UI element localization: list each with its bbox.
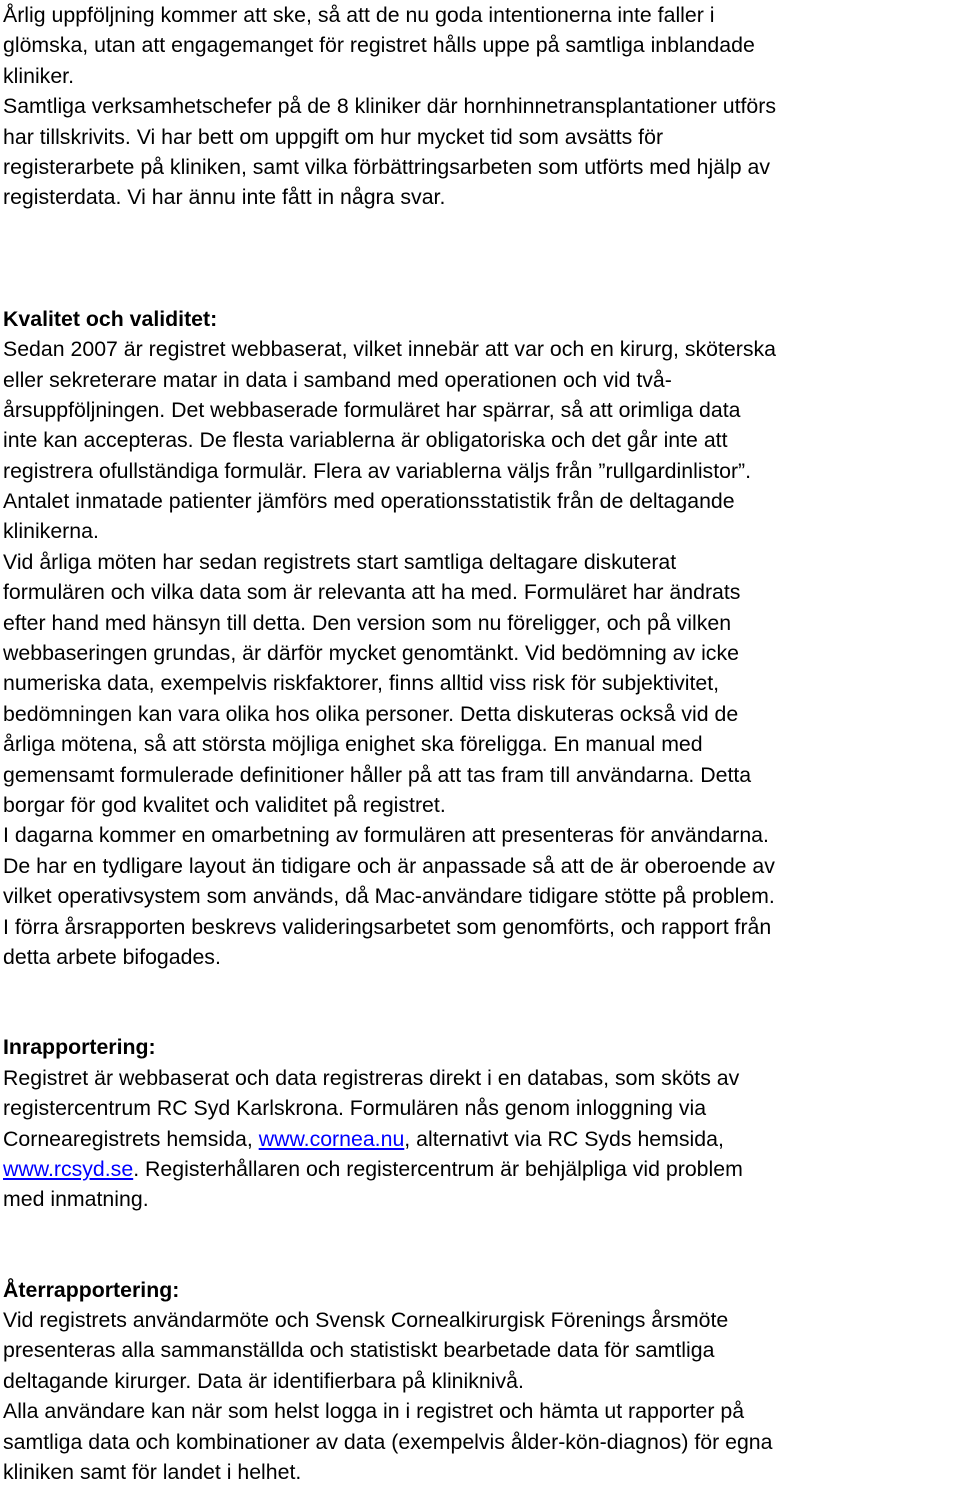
text-line: Sedan 2007 är registret webbaserat, vilket innebär att var och en kirurg, sköterska xyxy=(3,337,777,362)
text-line: Vid registrets användarmöte och Svensk Cornealkirurgisk Förenings årsmöte xyxy=(3,1308,729,1333)
text-line: Antalet inmatade patienter jämförs med operationsstatistik från de deltagande xyxy=(3,489,735,514)
text-line-with-link xyxy=(3,1124,959,1154)
text-line: webbaseringen grundas, är därför mycket genomtänkt. Vid bedömning av icke xyxy=(3,641,739,666)
text-line: Årlig uppföljning kommer att ske, så att de nu goda intentionerna inte faller i xyxy=(3,3,715,27)
document-page xyxy=(3,0,959,1487)
section-kvalitet xyxy=(3,304,959,973)
text-line: Registret är webbaserat och data registreras direkt i en databas, som sköts av xyxy=(3,1065,740,1090)
cornea-website-link[interactable]: www.cornea.nu xyxy=(258,1126,405,1151)
section-spacer xyxy=(3,972,959,1032)
section-heading: Återrapportering: xyxy=(3,1277,180,1302)
text-line: detta arbete bifogades. xyxy=(3,944,221,969)
text-line: presenteras alla sammanställda och statistiskt bearbetade data för samtliga xyxy=(3,1338,715,1363)
text-line-with-link xyxy=(3,1154,959,1184)
text-line: kliniken samt för landet i helhet. xyxy=(3,1460,302,1485)
text-line: I förra årsrapporten beskrevs valideringsarbetet som genomförts, och rapport från xyxy=(3,914,772,939)
text-line: klinikerna. xyxy=(3,519,99,544)
text-line: har tillskrivits. Vi har bett om uppgift om hur mycket tid som avsätts för xyxy=(3,124,664,149)
text-line: årsuppföljningen. Det webbaserade formuläret har spärrar, så att orimliga data xyxy=(3,397,741,422)
text-line: gemensamt formulerade definitioner håller på att tas fram till användarna. Detta xyxy=(3,762,752,787)
text-line: vilket operativsystem som används, då Mac-användare tidigare stötte på problem. xyxy=(3,884,775,909)
text-line: med inmatning. xyxy=(3,1187,149,1212)
text-fragment: . Registerhållaren och registercentrum är behjälpliga vid problem xyxy=(133,1156,743,1181)
text-line: registercentrum RC Syd Karlskrona. Formulären nås genom inloggning via xyxy=(3,1096,707,1121)
text-line: glömska, utan att engagemanget för registret hålls uppe på samtliga inblandade xyxy=(3,33,755,58)
section-inrapportering xyxy=(3,1032,959,1214)
text-line: registrera ofullständiga formulär. Flera av variablerna väljs från ”rullgardinlistor”. xyxy=(3,458,752,483)
text-line: efter hand med hänsyn till detta. Den version som nu föreligger, och på vilken xyxy=(3,610,732,635)
text-line: årliga mötena, så att största möjliga enighet ska föreligga. En manual med xyxy=(3,732,703,757)
text-line: inte kan accepteras. De flesta variablerna är obligatoriska och det går inte att xyxy=(3,428,728,453)
text-line: deltagande kirurger. Data är identifierbara på kliniknivå. xyxy=(3,1368,524,1393)
section-heading: Inrapportering: xyxy=(3,1035,156,1060)
section-heading: Kvalitet och validitet: xyxy=(3,306,218,331)
text-line: numeriska data, exempelvis riskfaktorer, finns alltid viss risk för subjektivitet, xyxy=(3,671,720,696)
text-line: formulären och vilka data som är relevanta att ha med. Formuläret har ändrats xyxy=(3,580,741,605)
text-line: registerarbete på kliniken, samt vilka förbättringsarbeten som utförts med hjälp av xyxy=(3,154,771,179)
text-line: kliniker. xyxy=(3,63,75,88)
intro-paragraph xyxy=(3,0,959,213)
text-line: Alla användare kan när som helst logga in i registret och hämta ut rapporter på xyxy=(3,1399,745,1424)
text-line: I dagarna kommer en omarbetning av formulären att presenteras för användarna. xyxy=(3,823,769,848)
text-fragment: , alternativt via RC Syds hemsida, xyxy=(404,1126,724,1151)
rcsyd-website-link[interactable]: www.rcsyd.se xyxy=(3,1156,134,1181)
text-line: Samtliga verksamhetschefer på de 8 kliniker där hornhinnetransplantationer utförs xyxy=(3,94,777,119)
text-line: De har en tydligare layout än tidigare och är anpassade så att de är oberoende av xyxy=(3,853,775,878)
text-line: samtliga data och kombinationer av data (exempelvis ålder-kön-diagnos) för egna xyxy=(3,1429,773,1454)
text-line: borgar för god kvalitet och validitet på registret. xyxy=(3,792,446,817)
section-spacer xyxy=(3,1215,959,1275)
text-line: bedömningen kan vara olika hos olika personer. Detta diskuteras också vid de xyxy=(3,701,739,726)
text-line: registerdata. Vi har ännu inte fått in några svar. xyxy=(3,185,446,210)
text-line: eller sekreterare matar in data i samband med operationen och vid två- xyxy=(3,367,672,392)
text-fragment: Cornearegistrets hemsida, xyxy=(3,1126,259,1151)
text-line: Vid årliga möten har sedan registrets start samtliga deltagare diskuterat xyxy=(3,549,677,574)
section-aterrapportering xyxy=(3,1275,959,1487)
section-spacer xyxy=(3,213,959,304)
